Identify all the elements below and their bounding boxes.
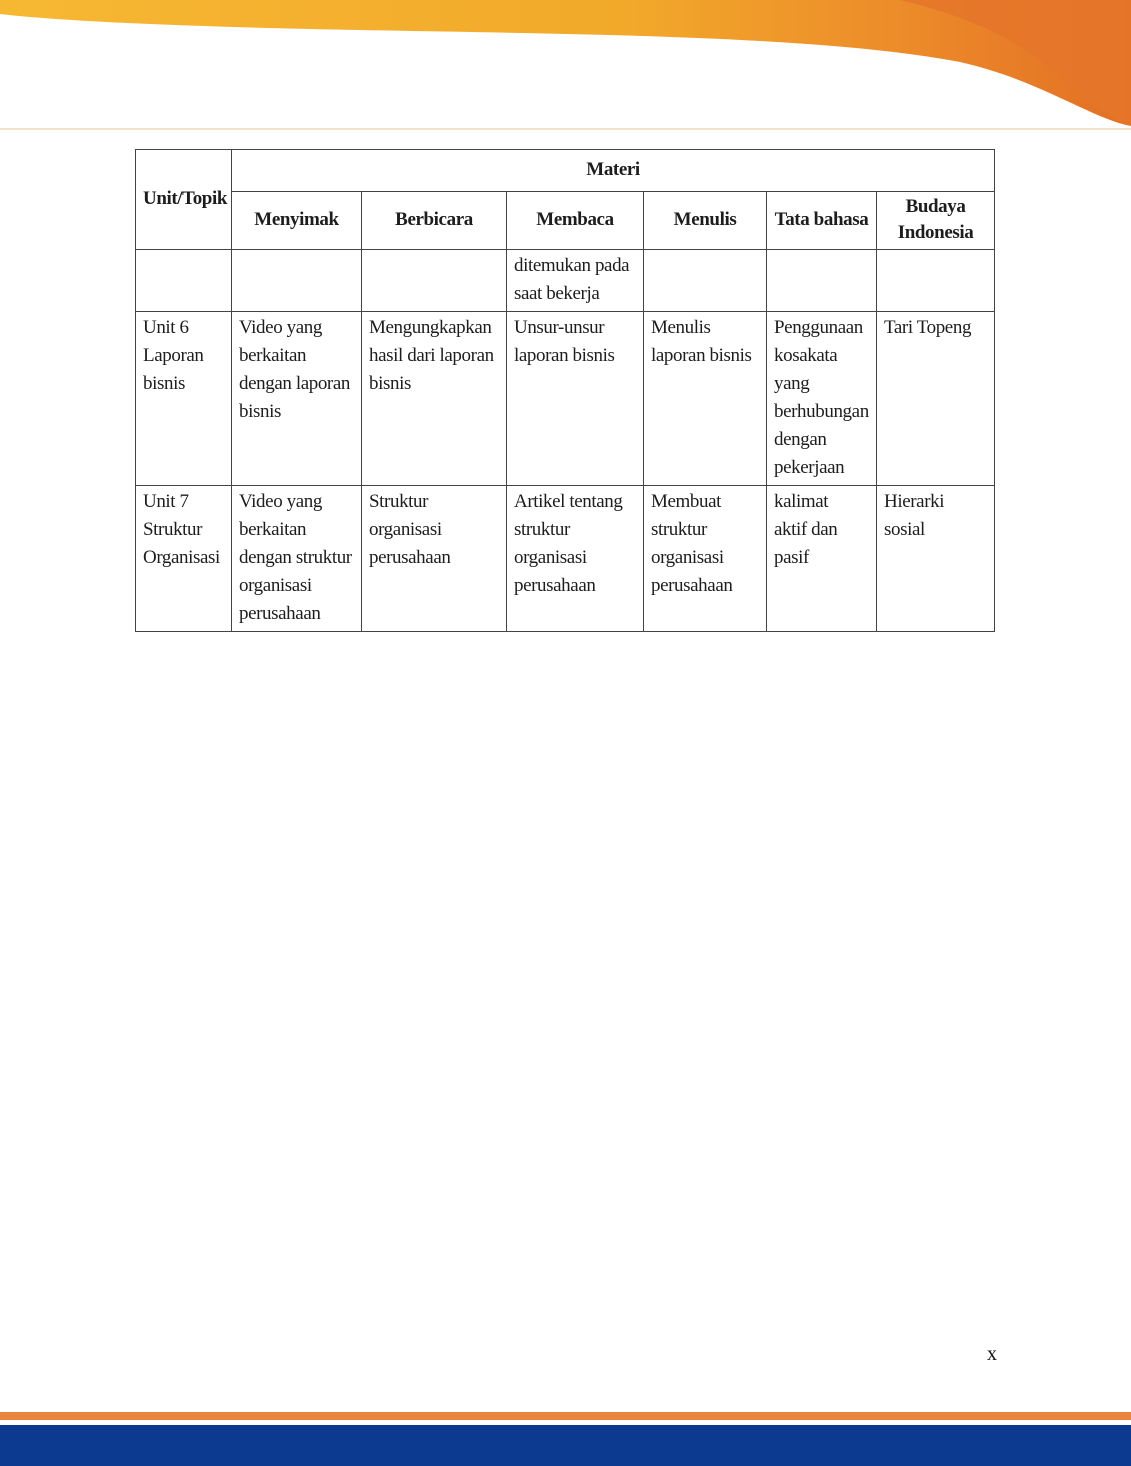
header-swoosh-decoration — [0, 0, 1131, 140]
table-cell: kalimat aktif dan pasif — [767, 486, 877, 632]
table-cell: Struktur organisasi perusahaan — [362, 486, 507, 632]
table-cell: Menulis laporan bisnis — [644, 312, 767, 486]
unit-cell — [136, 250, 232, 312]
table-cell: Hierarki sosial — [877, 486, 995, 632]
column-header-menulis: Menulis — [644, 192, 767, 250]
column-header-budaya-indonesia: Budaya Indonesia — [877, 192, 995, 250]
table-cell: Unsur-unsur laporan bisnis — [507, 312, 644, 486]
header-divider — [0, 128, 1131, 130]
table-row — [136, 312, 995, 486]
table-cell — [767, 250, 877, 312]
materi-header: Materi — [232, 150, 995, 192]
column-header-menyimak: Menyimak — [232, 192, 362, 250]
table-cell — [232, 250, 362, 312]
table-cell — [362, 250, 507, 312]
table-cell: Membuat struktur organisasi perusahaan — [644, 486, 767, 632]
column-header-berbicara: Berbicara — [362, 192, 507, 250]
unit-cell: Unit 6 Laporan bisnis — [136, 312, 232, 486]
materi-table — [135, 149, 995, 632]
unit-topik-header: Unit/Topik — [136, 150, 232, 250]
table-cell — [877, 250, 995, 312]
table-cell: Artikel tentang struktur organisasi perusahaan — [507, 486, 644, 632]
table-cell: Penggunaan kosakata yang berhubungan dengan pekerjaan — [767, 312, 877, 486]
table-row — [136, 486, 995, 632]
footer-blue-band — [0, 1425, 1131, 1466]
table-header-row — [136, 150, 995, 192]
table-cell: Tari Topeng — [877, 312, 995, 486]
page-number: x — [987, 1343, 997, 1365]
table-cell: Video yang berkaitan dengan laporan bisnis — [232, 312, 362, 486]
table-row — [136, 250, 995, 312]
table-cell — [644, 250, 767, 312]
column-header-membaca: Membaca — [507, 192, 644, 250]
table-cell: ditemukan pada saat bekerja — [507, 250, 644, 312]
unit-cell: Unit 7 Struktur Organisasi — [136, 486, 232, 632]
table-cell: Video yang berkaitan dengan struktur organisasi perusahaan — [232, 486, 362, 632]
table-cell: Mengungkapkan hasil dari laporan bisnis — [362, 312, 507, 486]
footer-orange-stripe — [0, 1412, 1131, 1420]
table-subheader-row — [136, 192, 995, 250]
column-header-tata-bahasa: Tata bahasa — [767, 192, 877, 250]
